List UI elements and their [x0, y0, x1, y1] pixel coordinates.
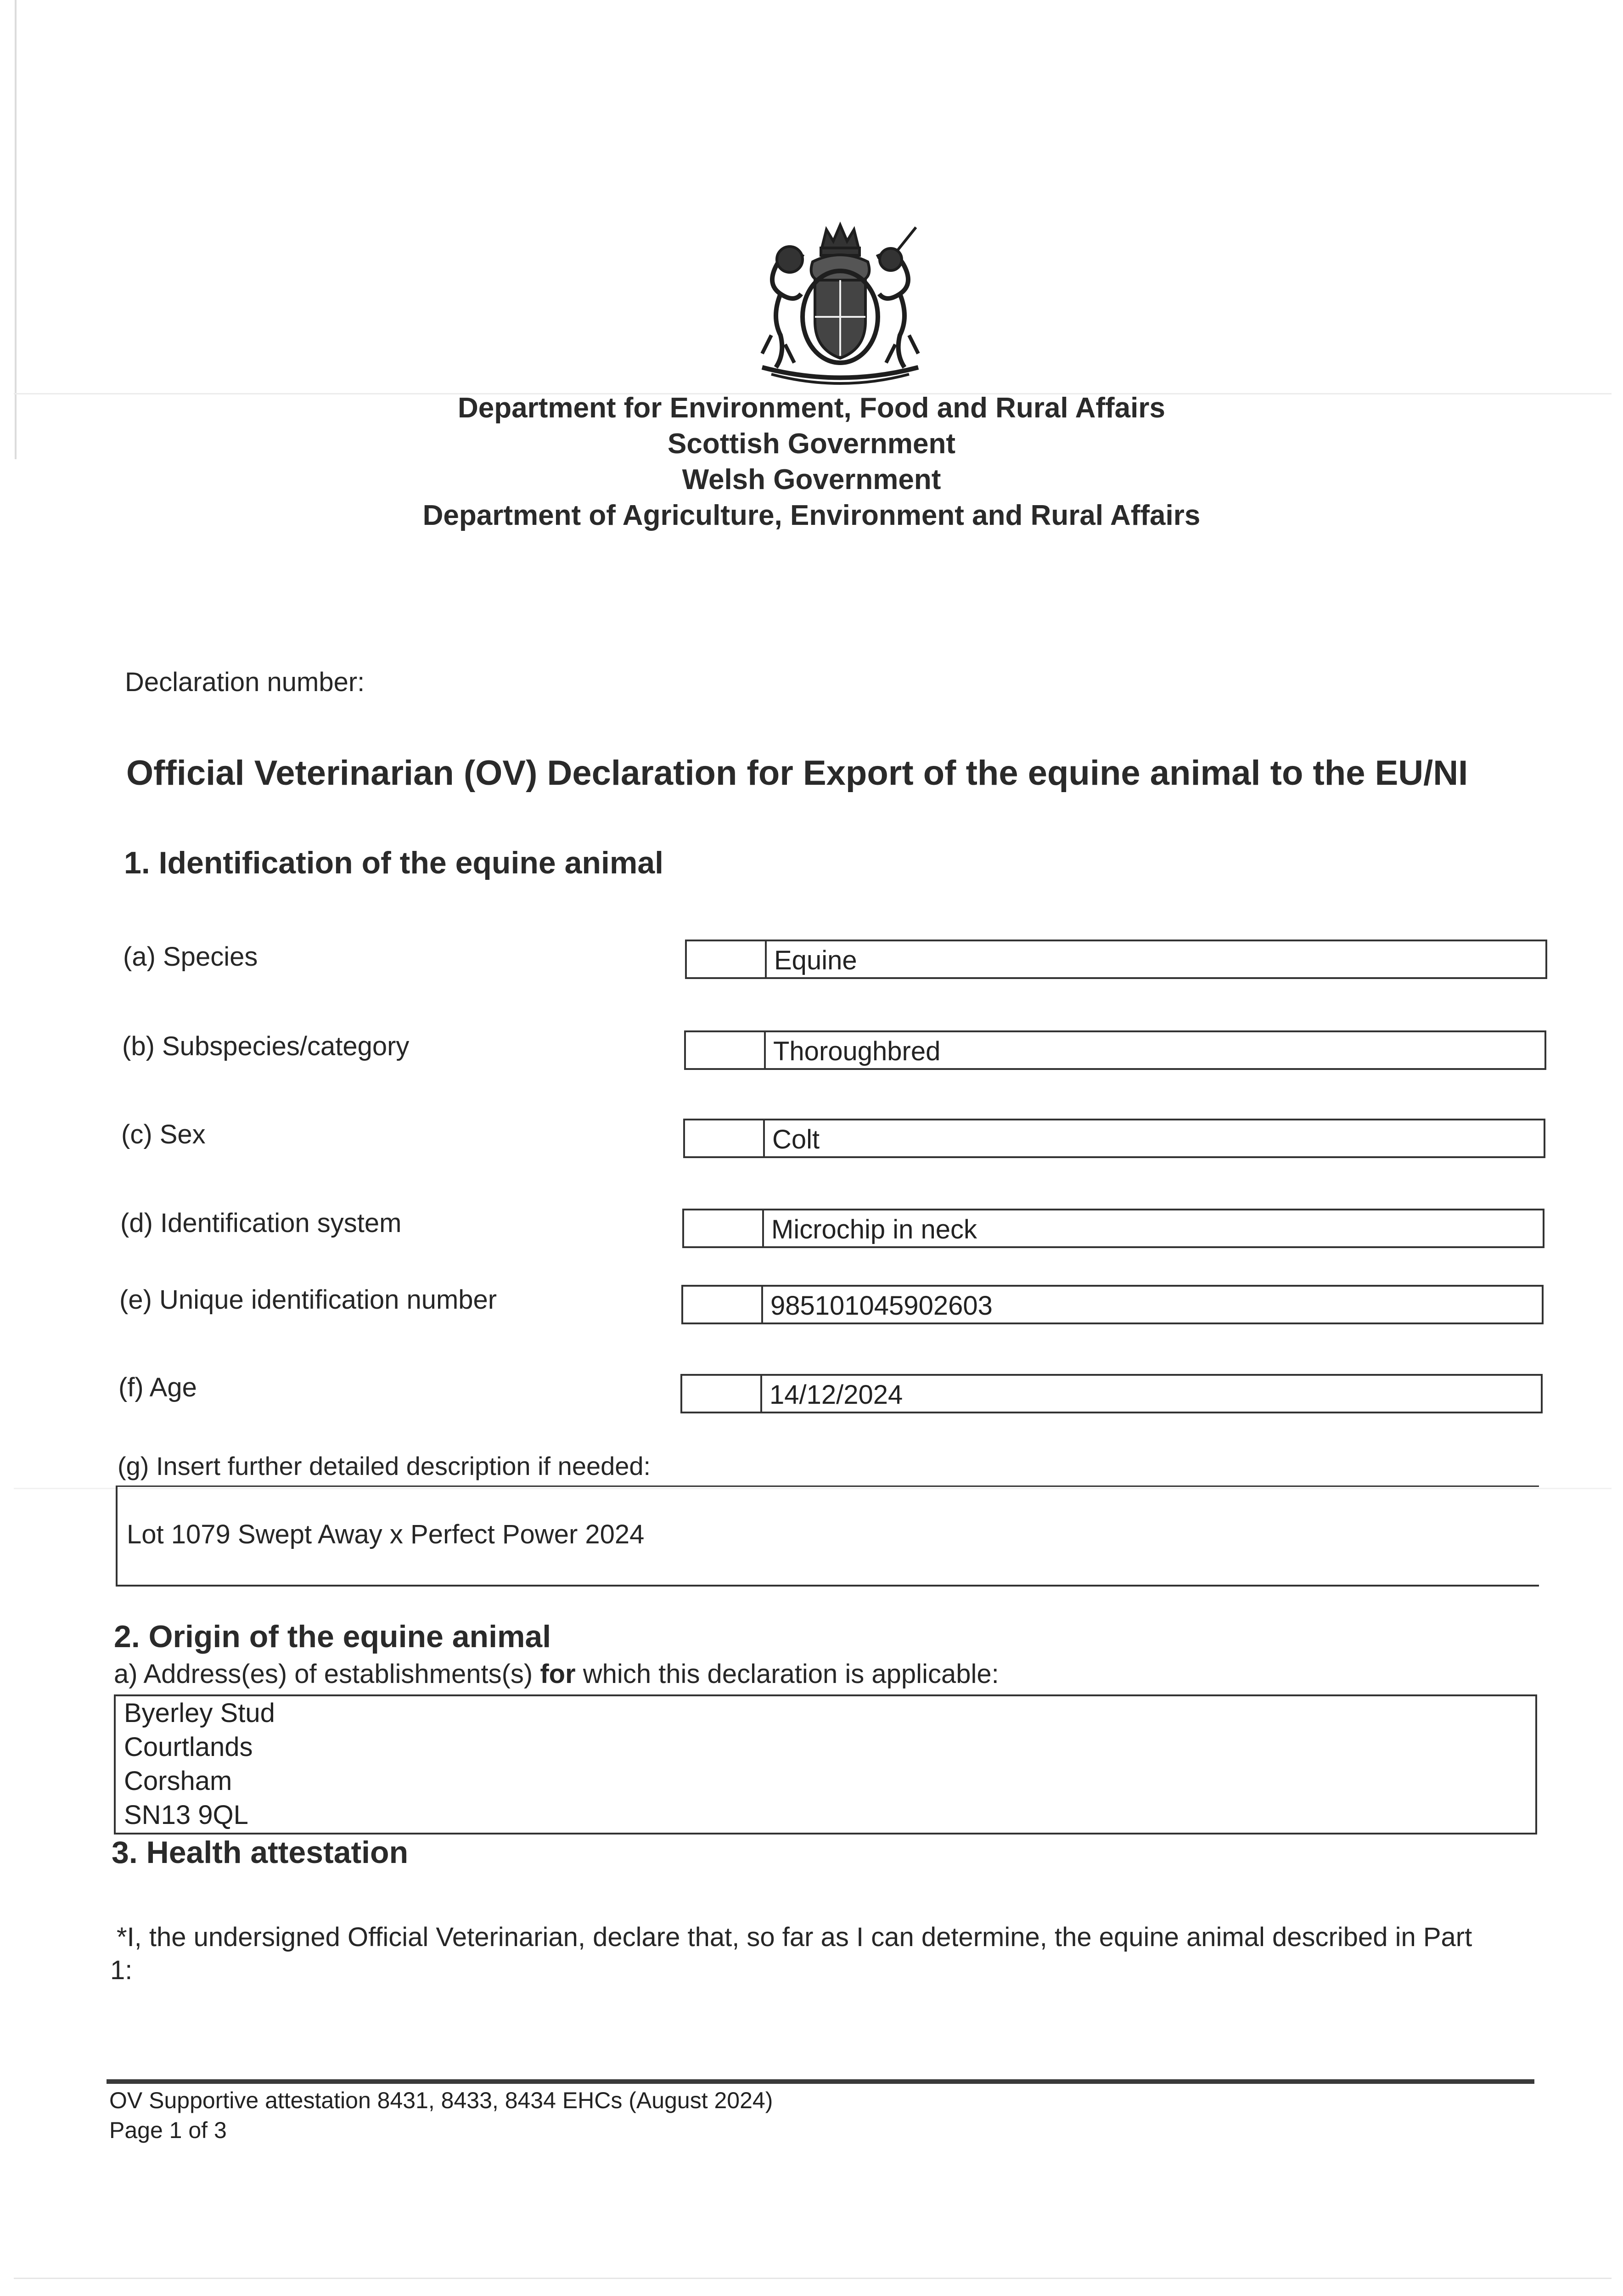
description-value: Lot 1079 Swept Away x Perfect Power 2024 [127, 1519, 645, 1549]
scan-line [14, 2278, 1612, 2279]
species-field[interactable] [685, 940, 1547, 979]
unique-id-label: (e) Unique identification number [119, 1285, 497, 1315]
subspecies-value: Thoroughbred [773, 1036, 941, 1066]
header-org-scottish-gov: Scottish Government [668, 428, 955, 460]
address-label: a) Address(es) of establishments(s) for which this declaration is applicable: [114, 1659, 999, 1689]
field-stub [686, 1032, 766, 1068]
description-field[interactable] [116, 1486, 1539, 1587]
declaration-number-label: Declaration number: [125, 667, 365, 697]
address-line: SN13 9QL [124, 1800, 248, 1830]
sex-field[interactable] [683, 1119, 1545, 1158]
species-value: Equine [774, 945, 857, 975]
header-org-daera: Department of Agriculture, Environment and Rural Affairs [422, 500, 1201, 531]
health-attestation-text-line2: 1: [110, 1955, 133, 1985]
field-stub [683, 1287, 763, 1322]
field-stub [685, 1120, 765, 1156]
footer-divider [107, 2079, 1534, 2084]
sex-label: (c) Sex [121, 1120, 206, 1149]
footer-page-number: Page 1 of 3 [109, 2117, 227, 2143]
field-stub [684, 1210, 764, 1246]
field-stub [682, 1376, 762, 1412]
age-value: 14/12/2024 [769, 1380, 903, 1410]
address-line: Corsham [124, 1766, 232, 1796]
health-attestation-text-line1: *I, the undersigned Official Veterinarian, declare that, so far as I can determine, the equine animal described in Part [117, 1922, 1472, 1952]
subspecies-field[interactable] [684, 1030, 1546, 1070]
footer-reference: OV Supportive attestation 8431, 8433, 8434 EHCs (August 2024) [109, 2088, 773, 2113]
header-org-defra: Department for Environment, Food and Rural Affairs [458, 392, 1165, 424]
document-title: Official Veterinarian (OV) Declaration for Export of the equine animal to the EU/NI [126, 754, 1468, 793]
description-label: (g) Insert further detailed description if needed: [118, 1452, 651, 1480]
address-line: Byerley Stud [124, 1698, 275, 1728]
identification-system-field[interactable] [682, 1209, 1544, 1248]
subspecies-label: (b) Subspecies/category [122, 1031, 410, 1061]
royal-coat-of-arms-emblem [735, 216, 946, 386]
unique-id-field[interactable] [681, 1285, 1544, 1324]
header-org-welsh-gov: Welsh Government [682, 464, 941, 495]
field-stub [687, 941, 767, 977]
address-field[interactable] [114, 1694, 1537, 1835]
section-2-heading: 2. Origin of the equine animal [114, 1619, 551, 1654]
age-label: (f) Age [118, 1373, 197, 1402]
sex-value: Colt [772, 1125, 820, 1154]
species-label: (a) Species [123, 942, 258, 972]
address-line: Courtlands [124, 1732, 253, 1762]
age-field[interactable] [680, 1374, 1543, 1413]
section-3-heading: 3. Health attestation [112, 1835, 409, 1870]
unique-id-value: 985101045902603 [770, 1291, 993, 1321]
identification-system-value: Microchip in neck [771, 1215, 977, 1244]
identification-system-label: (d) Identification system [120, 1208, 402, 1238]
section-1-heading: 1. Identification of the equine animal [124, 845, 664, 880]
